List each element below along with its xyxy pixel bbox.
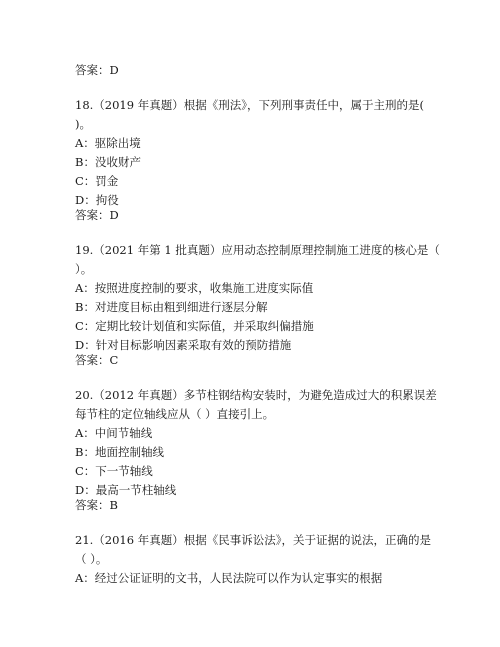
option-a: A：经过公证证明的文书，人民法院可以作为认定事实的根据 <box>75 571 383 585</box>
option-c: C：罚金 <box>75 174 119 188</box>
question-stem: 21.（2016 年真题）根据《民事诉讼法》，关于证据的说法，正确的是 <box>75 533 431 547</box>
option-c: C：下一节轴线 <box>75 464 153 478</box>
question-stem: 18.（2019 年真题）根据《刑法》，下列刑事责任中，属于主刑的是( <box>75 98 424 112</box>
question-stem: （ ）。 <box>75 552 108 566</box>
option-c: C：定期比较计划值和实际值，并采取纠偏措施 <box>75 319 314 333</box>
question-stem: 19.（2021 年第 1 批真题）应用动态控制原理控制施工进度的核心是（ <box>75 243 440 257</box>
question-stem: 20.（2012 年真题）多节柱钢结构安装时，为避免造成过大的积累误差 <box>75 388 437 402</box>
option-a: A：驱除出境 <box>75 136 141 150</box>
answer-line: 答案：D <box>75 208 119 222</box>
question-stem: ）。 <box>75 262 93 276</box>
answer-line: 答案：D <box>75 63 119 77</box>
question-stem: )。 <box>75 117 91 131</box>
option-d: D：最高一节柱轴线 <box>75 483 177 497</box>
option-a: A：中间节轴线 <box>75 426 153 440</box>
option-a: A：按照进度控制的要求，收集施工进度实际值 <box>75 281 314 295</box>
option-b: B：对进度目标由粗到细进行逐层分解 <box>75 300 268 314</box>
answer-line: 答案：B <box>75 498 118 512</box>
question-stem: 每节柱的定位轴线应从（ ）直接引上。 <box>75 407 275 421</box>
answer-line: 答案：C <box>75 353 119 367</box>
option-d: D：针对目标影响因素采取有效的预防措施 <box>75 338 292 352</box>
option-b: B：没收财产 <box>75 155 141 169</box>
option-d: D：拘役 <box>75 193 119 207</box>
option-b: B：地面控制轴线 <box>75 445 164 459</box>
